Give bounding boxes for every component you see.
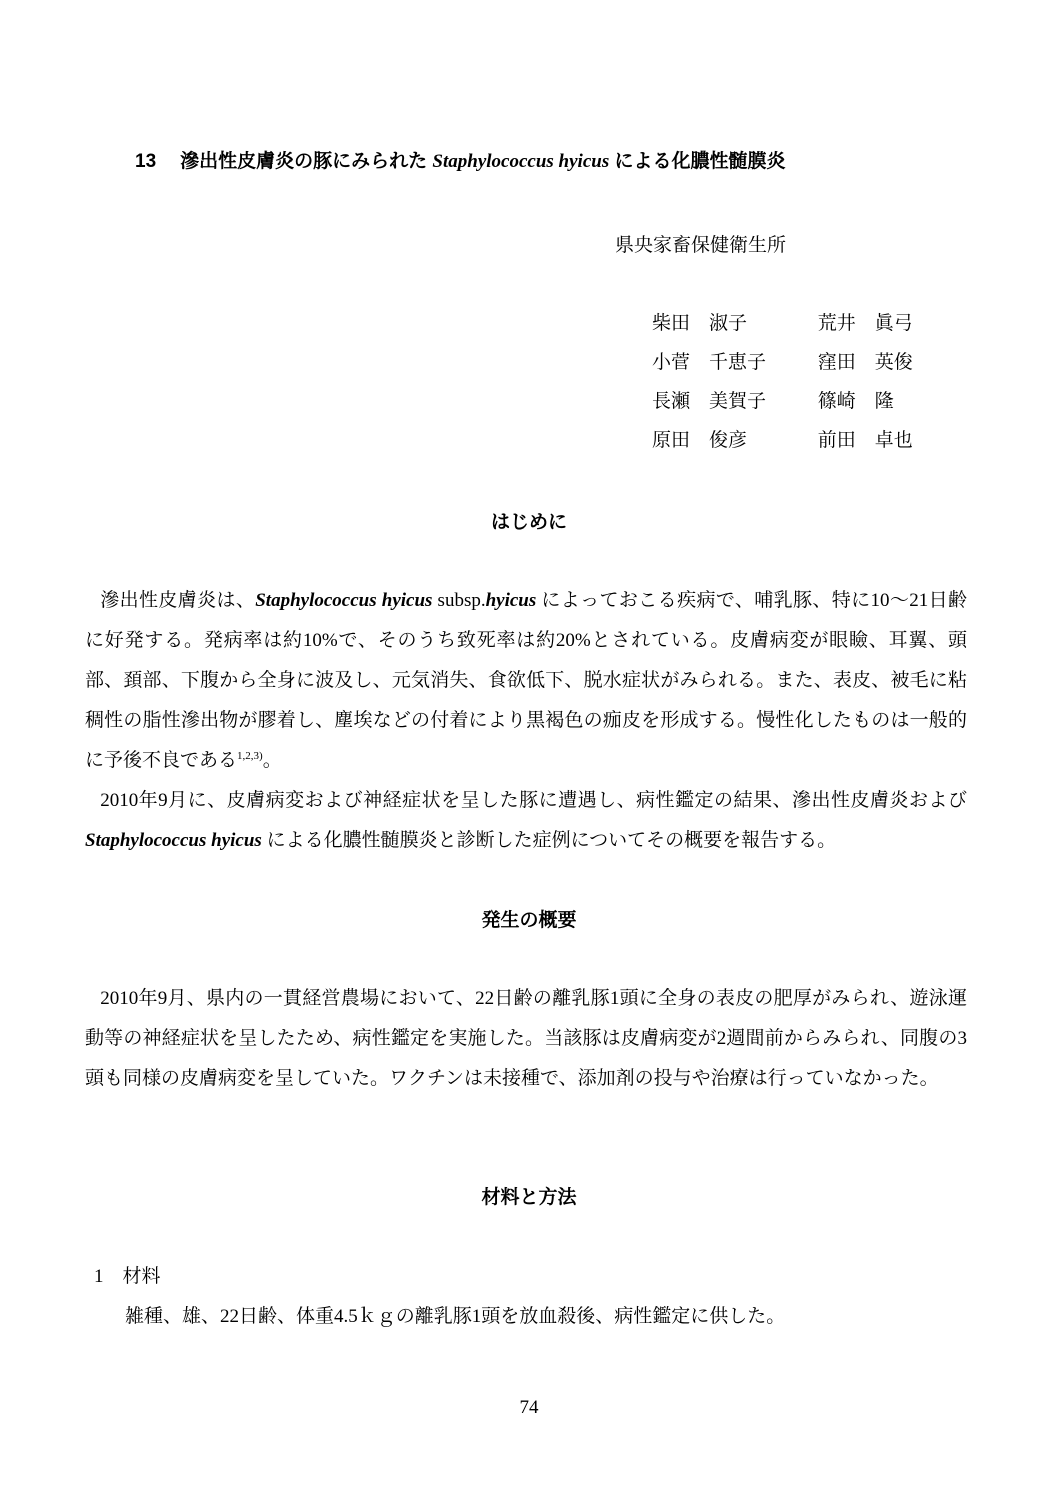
author-name: 前田 卓也 [817, 430, 913, 451]
paper-title-text: 滲出性皮膚炎の豚にみられた Staphylococcus hyicus による化膿性髄膜炎 [180, 151, 786, 172]
author-row [652, 304, 913, 343]
subsection-title [85, 1257, 967, 1297]
affiliation: 県央家畜保健衛生所 [615, 235, 787, 256]
paragraph: 滲出性皮膚炎は、Staphylococcus hyicus subsp.hyicus によっておこる疾病で、哺乳豚、特に10〜21日齢に好発する。発病率は約10%で、そのうち致死率は約20%とされている。皮膚病変が眼瞼、耳翼、頭部、頚部、下腹から全身に波及し、元気消失、食欲低下、脱水症状がみられる。また、表皮、被毛に粘稠性の脂性滲出物が膠着し、塵埃などの付着により黒褐色の痂皮を形成する。慢性化したものは一般的に予後不良である$^{1,2,3)}$。 [85, 590, 967, 771]
author-name: 荒井 眞弓 [817, 313, 913, 334]
section-body-introduction [85, 581, 967, 861]
author-row [652, 343, 913, 382]
author-list [652, 304, 913, 460]
section-heading-introduction: はじめに [490, 512, 567, 533]
author-name: 篠崎 隆 [817, 391, 894, 412]
paper-title [135, 146, 786, 173]
subsection-materials [85, 1257, 967, 1337]
subsection-title-text: 材料 [122, 1266, 161, 1287]
section-heading-outbreak-summary: 発生の概要 [481, 910, 577, 931]
author-name: 原田 俊彦 [652, 430, 748, 451]
author-name: 小菅 千恵子 [652, 352, 767, 373]
author-name: 窪田 英俊 [817, 352, 913, 373]
page-number: 74 [519, 1397, 539, 1418]
section-body-outbreak-summary [85, 979, 967, 1099]
paper-number: 13 [135, 151, 157, 172]
author-row [652, 421, 913, 460]
section-heading-materials-methods: 材料と方法 [481, 1187, 577, 1208]
paragraph: 雑種、雄、22日齢、体重4.5ｋｇの離乳豚1頭を放血殺後、病性鑑定に供した。 [125, 1306, 786, 1327]
paragraph: 2010年9月に、皮膚病変および神経症状を呈した豚に遭遇し、病性鑑定の結果、滲出性皮膚炎および Staphylococcus hyicus による化膿性髄膜炎と診断した症例についてその概要を報告する。 [85, 790, 967, 851]
author-row [652, 382, 913, 421]
paragraph: 2010年9月、県内の一貫経営農場において、22日齢の離乳豚1頭に全身の表皮の肥厚がみられ、遊泳運動等の神経症状を呈したため、病性鑑定を実施した。当該豚は皮膚病変が2週間前からみられ、同腹の3頭も同様の皮膚病変を呈していた。ワクチンは未接種で、添加剤の投与や治療は行っていなかった。 [85, 988, 967, 1089]
author-name: 柴田 淑子 [652, 313, 748, 334]
author-name: 長瀬 美賀子 [652, 391, 767, 412]
subsection-number: 1 [94, 1266, 104, 1287]
